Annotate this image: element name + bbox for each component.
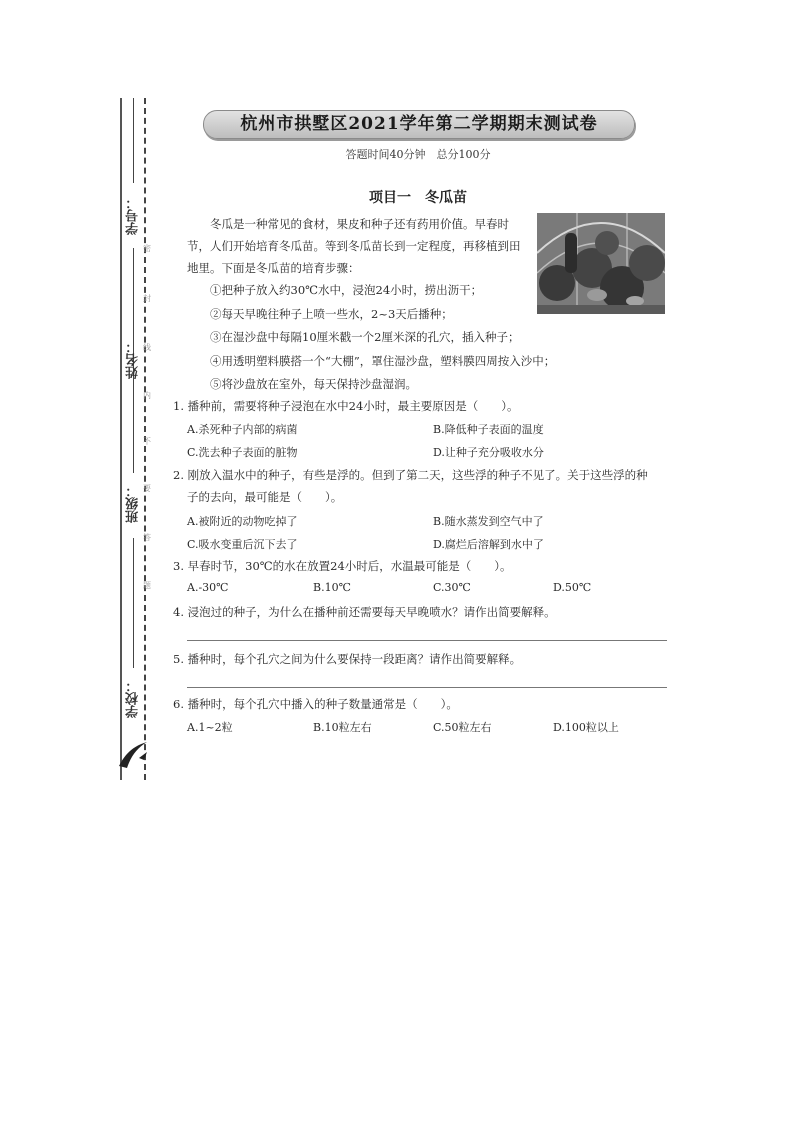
q3-option-a: A.-30℃ [187,581,229,594]
seal-char: 要 [143,484,151,493]
q2-option-c: C.吸水变重后沉下去了 [187,538,298,551]
fill-line [133,98,134,183]
seal-char: 密 [143,244,151,253]
exam-title: 杭州市拱墅区2021学年第二学期期末测试卷 [203,110,635,139]
q3-option-d: D.50℃ [553,581,592,594]
q1-option-a: A.杀死种子内部的病菌 [187,423,298,436]
question-4: 4. 浸泡过的种子，为什么在播种前还需要每天早晚喷水？请作出简要解释。 [173,605,556,619]
project-intro: 冬瓜是一种常见的食材，果皮和种子还有药用价值。早春时节，人们开始培育冬瓜苗。等到冬瓜苗长到一定程度，再移植到田地里。下面是冬瓜苗的培育步骤： [187,217,521,275]
q6-option-b: B.10粒左右 [313,721,372,734]
answer-line-4[interactable] [187,640,667,641]
school-label: 学校： [126,679,141,719]
q6-option-c: C.50粒左右 [433,721,492,734]
q1-option-d: D.让种子充分吸收水分 [433,446,544,459]
step-item: ⑤将沙盘放在室外，每天保持沙盘湿润。 [210,377,417,392]
scissors-icon [117,740,151,770]
q3-option-b: B.10℃ [313,581,351,594]
seal-char: 封 [143,294,151,303]
seal-char: 答 [143,533,151,542]
question-1: 1. 播种前，需要将种子浸泡在水中24小时，最主要原因是（ ）。 [173,399,519,413]
q2-option-b: B.随水蒸发到空气中了 [433,515,544,528]
q6-option-a: A.1~2粒 [187,721,233,734]
q1-option-c: C.洗去种子表面的脏物 [187,446,298,459]
q1-option-b: B.降低种子表面的温度 [433,423,544,436]
seal-char: 内 [143,391,151,400]
steps-list [210,279,670,397]
seal-char: 线 [143,343,151,352]
answer-line-5[interactable] [187,687,667,688]
question-6: 6. 播种时，每个孔穴中播入的种子数量通常是（ ）。 [173,697,458,711]
exam-subtitle: 答题时间40分钟 总分100分 [345,148,491,161]
step-item: ④用透明塑料膜搭一个“大棚”，罩住湿沙盘，塑料膜四周按入沙中； [210,353,556,368]
q6-option-d: D.100粒以上 [553,721,619,734]
step-item: ①把种子放入约30℃水中，浸泡24小时，捞出沥干； [210,283,483,297]
step-item: ②每天早晚往种子上喷一些水，2~3天后播种； [210,306,453,321]
fill-line [133,538,134,668]
fill-line [133,398,134,473]
class-label: 班级： [126,484,141,524]
q2-option-a: A.被附近的动物吃掉了 [187,515,298,528]
question-3: 3. 早春时节，30℃的水在放置24小时后，水温最可能是（ ）。 [173,559,512,573]
project-title: 项目一 冬瓜苗 [369,190,467,206]
step-item: ③在湿沙盘中每隔10厘米戳一个2厘米深的孔穴，插入种子； [210,330,520,345]
question-2-cont: 子的去向，最可能是（ ）。 [187,490,343,504]
question-5: 5. 播种时，每个孔穴之间为什么要保持一段距离？请作出简要解释。 [173,652,522,666]
seal-char: 题 [143,581,151,590]
fill-line [133,248,134,418]
student-id-label: 学号： [126,196,141,236]
q3-option-c: C.30℃ [433,581,471,594]
q2-option-d: D.腐烂后溶解到水中了 [433,538,544,551]
binding-edge [120,98,122,780]
question-2: 2. 刚放入温水中的种子，有些是浮的。但到了第二天，这些浮的种子不见了。关于这些浮的种 [173,468,648,482]
seal-char: 不 [143,437,151,446]
name-label: 姓名： [126,340,141,380]
